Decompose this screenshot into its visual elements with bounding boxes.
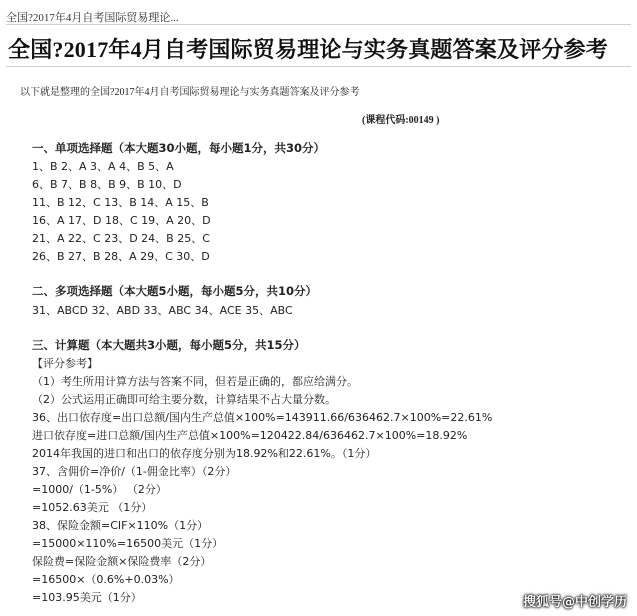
answer-line: 保险费=保险金额×保险费率（2分）: [32, 555, 212, 568]
answer-line: =1052.63美元 （1分）: [32, 501, 153, 514]
answer-line: =103.95美元（1分）: [32, 591, 142, 604]
intro-text: 以下就是整理的全国?2017年4月自考国际贸易理论与实务真题答案及评分参考: [20, 87, 360, 98]
scoring-note: （1）考生所用计算方法与答案不同，但若是正确的，都应给满分。: [32, 375, 358, 388]
answer-line: =15000×110%=16500美元（1分）: [32, 537, 224, 550]
answer-line: 2014年我国的进口和出口的依存度分别为18.92%和22.61%。（1分）: [32, 447, 377, 460]
page-title: 全国?2017年4月自考国际贸易理论与实务真题答案及评分参考: [8, 37, 609, 62]
divider: [6, 66, 631, 67]
answer-line: 31、ABCD 32、ABD 33、ABC 34、ACE 35、ABC: [32, 304, 293, 317]
answer-line: 1、B 2、A 3、A 4、B 5、A: [32, 160, 174, 173]
course-code: (课程代码:00149 ): [362, 115, 440, 126]
answer-line: 37、含佣价=净价/（1-佣金比率）（2分）: [32, 465, 237, 478]
answer-line: =1000/（1-5%） （2分）: [32, 483, 167, 496]
answer-line: 11、B 12、C 13、B 14、A 15、B: [32, 196, 209, 209]
answer-line: 36、出口依存度=出口总额/国内生产总值×100%=143911.66/636462.7×100%=22.61%: [32, 411, 493, 424]
scoring-note: （2）公式运用正确即可给主要分数，计算结果不占大量分数。: [32, 393, 336, 406]
answer-line: 进口依存度=进口总额/国内生产总值×100%=120422.84/636462.7×100%=18.92%: [32, 429, 468, 442]
answer-line: =16500×（0.6%+0.03%）: [32, 573, 180, 586]
section-heading-single-choice: 一、单项选择题（本大题30小题，每小题1分，共30分）: [32, 141, 326, 155]
section-heading-multiple-choice: 二、多项选择题（本大题5小题，每小题5分，共10分）: [32, 284, 318, 298]
tab-title: 全国?2017年4月自考国际贸易理论...: [6, 12, 179, 24]
answer-line: 6、B 7、B 8、B 9、B 10、D: [32, 178, 182, 191]
source-watermark: 搜狐号@中创学历: [522, 595, 627, 610]
answer-line: 21、A 22、C 23、D 24、B 25、C: [32, 232, 210, 245]
section-heading-calculation: 三、计算题（本大题共3小题，每小题5分，共15分）: [32, 338, 306, 352]
answer-line: 38、保险金额=CIF×110%（1分）: [32, 519, 209, 532]
answer-line: 26、B 27、B 28、A 29、C 30、D: [32, 250, 210, 263]
scoring-reference-label: 【评分参考】: [32, 357, 98, 370]
divider: [6, 24, 631, 25]
answer-line: 16、A 17、D 18、C 19、A 20、D: [32, 214, 211, 227]
